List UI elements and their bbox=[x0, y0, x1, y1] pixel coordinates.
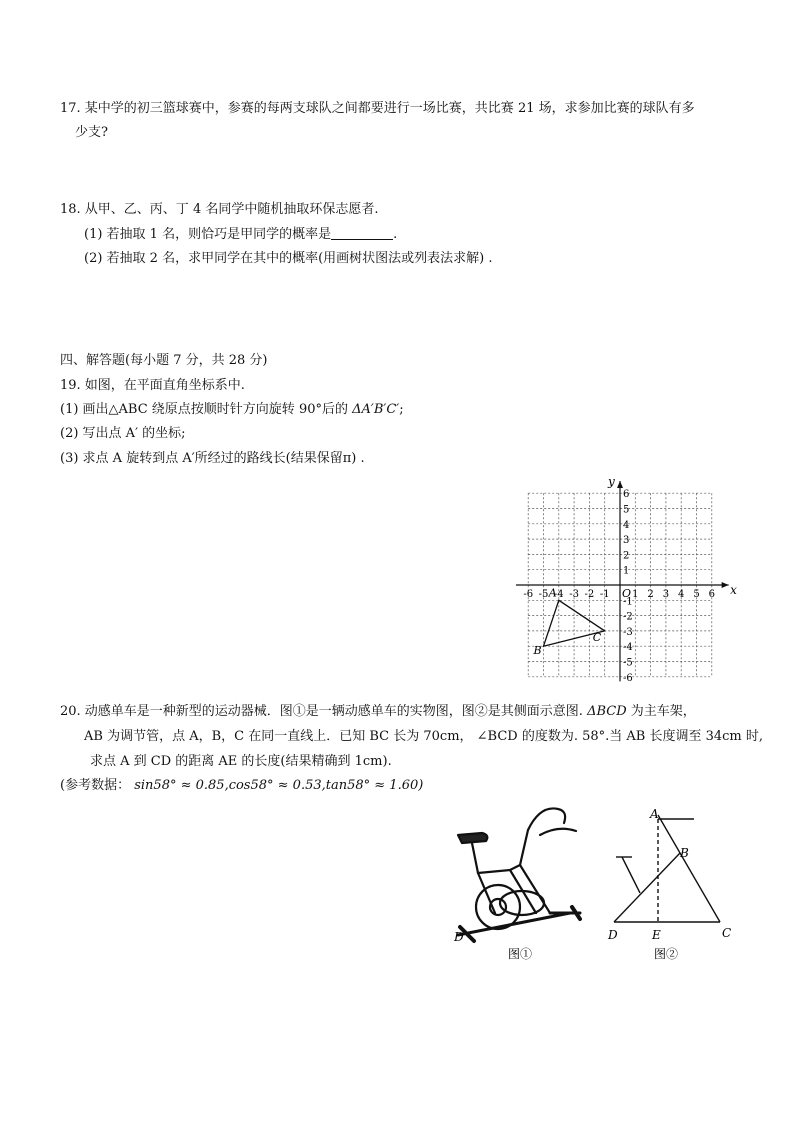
q18-part1-text: (1) 若抽取 1 名，则恰巧是甲同学的概率是 bbox=[84, 227, 332, 242]
x-tick-label: -5 bbox=[538, 589, 549, 600]
q19-part3: (3) 求点 A 旋转到点 A′所经过的路线长(结果保留π) . bbox=[60, 451, 365, 466]
section-heading: 四、解答题(每小题 7 分，共 28 分) bbox=[60, 353, 268, 368]
q18-part1 bbox=[84, 227, 397, 243]
y-tick-label: -6 bbox=[623, 672, 633, 684]
x-tick-label: 2 bbox=[647, 589, 654, 600]
schematic-label-a: A bbox=[650, 807, 659, 821]
q20-line1-end: 为主车架， bbox=[626, 704, 696, 719]
q17-line1: 17. 某中学的初三篮球赛中，参赛的每两支球队之间都要进行一场比赛，共比赛 21 场，求参加比赛的球队有多 bbox=[60, 101, 695, 116]
x-axis-arrow bbox=[722, 582, 729, 588]
y-tick-label: 4 bbox=[623, 519, 630, 531]
schematic-label-c: C bbox=[722, 926, 732, 940]
x-tick-label: -6 bbox=[523, 589, 534, 600]
q20-line2: AB 为调节管，点 A，B，C 在同一直线上．已知 BC 长为 70cm， ∠BCD 的度数为. 58°.当 AB 长度调至 34cm 时, bbox=[84, 729, 764, 744]
x-tick-label: 4 bbox=[678, 589, 685, 600]
reference-values: sin58° ≈ 0.85,cos58° ≈ 0.53,tan58° ≈ 1.60) bbox=[134, 778, 424, 793]
fig1-caption: 图① bbox=[508, 947, 533, 961]
y-tick-label: 3 bbox=[623, 535, 630, 547]
q19-part1-math: ΔA′B′C′ bbox=[352, 402, 400, 417]
q20-line1-math: ΔBCD bbox=[587, 704, 627, 719]
y-axis-arrow bbox=[617, 481, 623, 488]
q20-reference-data bbox=[60, 778, 423, 794]
q19-part1-text: (1) 画出△ABC 绕原点按顺时针方向旋转 90°后的 bbox=[60, 402, 353, 417]
bike-point-d: D bbox=[454, 930, 464, 944]
x-axis-label: x bbox=[730, 583, 737, 597]
origin-label: O bbox=[622, 587, 632, 600]
y-tick-label: -5 bbox=[623, 657, 633, 669]
q18-stem: 18. 从甲、乙、丙、丁 4 名同学中随机抽取环保志愿者. bbox=[60, 202, 379, 217]
q20-line3: 求点 A 到 CD 的距离 AE 的长度(结果精确到 1cm). bbox=[90, 754, 392, 769]
reference-label: (参考数据： bbox=[60, 778, 135, 793]
vertex-label-c: C bbox=[592, 630, 602, 644]
x-tick-label: 5 bbox=[693, 589, 700, 600]
spin-bike-figure bbox=[440, 795, 600, 965]
side-schematic-figure bbox=[602, 805, 752, 970]
fig2-caption: 图② bbox=[654, 947, 679, 961]
q18-part2: (2) 若抽取 2 名，求甲同学在其中的概率(用画树状图法或列表法求解) . bbox=[84, 251, 493, 266]
x-tick-label: -3 bbox=[569, 589, 579, 600]
vertex-label-a: A bbox=[548, 586, 557, 600]
vertex-label-b: B bbox=[533, 644, 542, 658]
x-tick-label: -4 bbox=[553, 589, 564, 600]
y-tick-label: -1 bbox=[623, 596, 633, 608]
q20-line1 bbox=[60, 704, 696, 720]
y-tick-label: 2 bbox=[623, 550, 630, 562]
y-tick-label: -3 bbox=[623, 626, 633, 638]
q19-stem: 19. 如图，在平面直角坐标系中. bbox=[60, 378, 245, 393]
answer-blank[interactable] bbox=[331, 227, 393, 240]
q18-part1-end: . bbox=[393, 227, 398, 242]
x-tick-label: 6 bbox=[708, 589, 715, 600]
y-tick-label: -2 bbox=[623, 611, 633, 623]
schematic-label-e: E bbox=[652, 928, 661, 942]
y-axis-label: y bbox=[608, 474, 615, 489]
x-tick-label: -2 bbox=[584, 589, 595, 600]
y-tick-label: 1 bbox=[623, 565, 630, 577]
y-tick-label: 6 bbox=[623, 489, 630, 501]
schematic-label-d: D bbox=[608, 928, 618, 942]
q20-line1-text: 20. 动感单车是一种新型的运动器械．图①是一辆动感单车的实物图，图②是其侧面示意图. bbox=[60, 704, 588, 719]
y-tick-label: 5 bbox=[623, 504, 630, 516]
q17-line2: 少支? bbox=[75, 125, 108, 140]
schematic-label-b: B bbox=[680, 846, 689, 860]
coordinate-grid-figure bbox=[510, 468, 750, 688]
x-tick-label: -1 bbox=[599, 589, 610, 600]
y-tick-label: -4 bbox=[623, 642, 633, 654]
x-tick-label: 3 bbox=[662, 589, 670, 600]
x-tick-label: 1 bbox=[632, 589, 639, 600]
q19-part2: (2) 写出点 A′ 的坐标; bbox=[60, 426, 186, 441]
q19-part1-end: ; bbox=[399, 402, 404, 417]
q19-part1 bbox=[60, 402, 404, 418]
